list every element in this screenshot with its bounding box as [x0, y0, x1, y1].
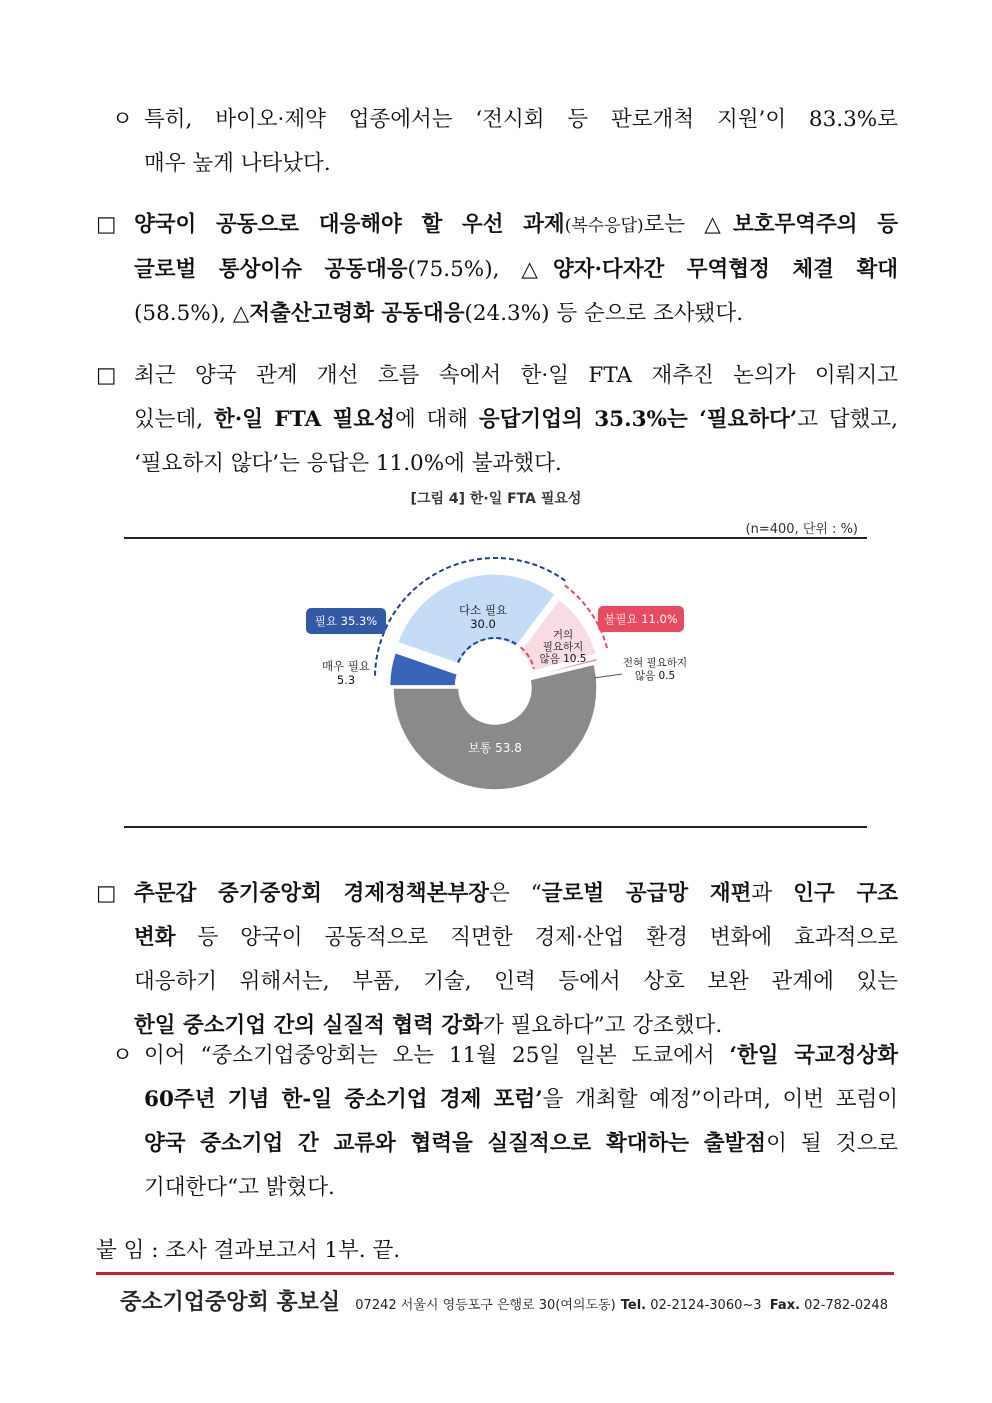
- square-marker: □: [96, 881, 117, 906]
- para2-bold: 글로벌 통상이슈 공동대응: [134, 257, 408, 282]
- para5-bold: ‘한일 국교정상화: [729, 1043, 898, 1068]
- paragraph-5: [112, 1034, 898, 1210]
- need-badge-text: 필요 35.3%: [314, 614, 378, 628]
- para2-bold: △보호무역주의 등: [704, 212, 899, 237]
- bullet-marker: ㅇ: [112, 107, 133, 132]
- para3-text: 있는데,: [134, 407, 214, 432]
- figure-top-rule: [124, 537, 867, 539]
- footer-org: 중소기업중앙회 홍보실: [120, 1290, 341, 1315]
- label-very-need: 매우 필요: [321, 659, 371, 673]
- para2-bold: △저출산고령화 공동대응: [232, 301, 465, 326]
- para5-text: 이어 “중소기업중앙회는 오는 11월 25일 일본 도쿄에서: [144, 1043, 730, 1068]
- para5-line4: 기대한다“고 밝혔다.: [144, 1175, 335, 1200]
- para2-text: 로는: [643, 212, 705, 237]
- label-normal: 보통 53.8: [468, 741, 522, 755]
- value-very-need: 5.3: [336, 673, 356, 687]
- fax-label: Fax.: [769, 1298, 801, 1313]
- label-little-need: 거의: [552, 629, 574, 641]
- square-marker: □: [96, 363, 117, 388]
- label-little-need: 필요하지: [542, 641, 584, 653]
- footer-accent-rule: [96, 1272, 894, 1275]
- paragraph-1: [112, 98, 898, 186]
- figure-bottom-rule: [124, 826, 867, 828]
- paragraph-2: [96, 203, 898, 336]
- para4-bold: 글로벌 공급망 재편: [541, 881, 752, 906]
- fta-need-donut-chart: [124, 540, 867, 825]
- para5-text: 이 될 것으로: [766, 1131, 899, 1156]
- figure-title: [그림 4] 한·일 FTA 필요성: [410, 491, 582, 507]
- para4-bold: 인구 구조: [793, 881, 899, 906]
- para3-bold: 응답기업의 35.3%는 ‘필요하다’: [478, 407, 798, 432]
- para5-bold: 60주년 기념 한-일 중소기업 경제 포럼’: [144, 1087, 543, 1112]
- para2-bold: △양자·다자간 무역협정 체결 확대: [521, 257, 898, 282]
- value-some-need: 30.0: [470, 617, 496, 631]
- para3-line3: ‘필요하지 않다’는 응답은 11.0%에 불과했다.: [134, 451, 562, 476]
- para3-text: 고 답했고,: [797, 407, 898, 432]
- para5-text: 을 개최할 예정”이라며, 이번 포럼이: [542, 1087, 898, 1112]
- tel-number: 02-2124-3060~3: [650, 1298, 762, 1313]
- label-some-need: 다소 필요: [458, 603, 508, 617]
- para2-bold: 양국이 공동으로 대응해야 할 우선 과제: [134, 212, 565, 237]
- para3-line1: 최근 양국 관계 개선 흐름 속에서 한·일 FTA 재추진 논의가 이뤄지고: [134, 363, 898, 388]
- value-no-need: 않음 0.5: [634, 670, 676, 682]
- para2-text: (24.3%) 등 순으로 조사됐다.: [464, 301, 744, 326]
- para1-line1: 특히, 바이오·제약 업종에서는 ‘전시회 등 판로개척 지원’이 83.3%로: [144, 107, 898, 132]
- square-marker: □: [96, 212, 117, 237]
- footer-address: 07242 서울시 영등포구 은행로 30(여의도동): [355, 1298, 616, 1313]
- paragraph-3: [96, 354, 898, 486]
- para4-text: 은 “: [488, 881, 542, 906]
- para2-text: (58.5%),: [134, 301, 233, 326]
- fax-number: 02-782-0248: [804, 1298, 888, 1313]
- para4-text: 과: [751, 881, 794, 906]
- label-no-need: 전혀 필요하지: [622, 657, 688, 669]
- para4-line3: 대응하기 위해서는, 부품, 기술, 인력 등에서 상호 보완 관계에 있는: [134, 969, 898, 994]
- para4-bold: 추문갑 중기중앙회 경제정책본부장: [134, 881, 489, 906]
- para2-note: (복수응답): [564, 216, 644, 236]
- noneed-badge-text: 불필요 11.0%: [604, 612, 678, 626]
- para3-bold: 한·일 FTA 필요성: [213, 407, 395, 432]
- para2-text: (75.5%),: [407, 257, 522, 282]
- tel-label: Tel.: [620, 1298, 647, 1313]
- value-little-need: 않음 10.5: [539, 653, 587, 665]
- no-need-leader-line: [594, 674, 622, 678]
- footer: [120, 1285, 888, 1316]
- para4-text: 가 필요하다”고 강조했다.: [482, 1013, 723, 1038]
- para5-bold: 양국 중소기업 간 교류와 협력을 실질적으로 확대하는 출발점: [144, 1131, 767, 1156]
- bullet-marker: ㅇ: [112, 1043, 133, 1068]
- para4-bold: 변화: [134, 925, 176, 950]
- attachment-note: 붙 임 : 조사 결과보고서 1부. 끝.: [96, 1238, 401, 1263]
- para1-line2: 매우 높게 나타났다.: [144, 151, 331, 176]
- para4-bold: 한일 중소기업 간의 실질적 협력 강화: [134, 1013, 483, 1038]
- figure-unit: (n=400, 단위 : %): [745, 522, 858, 537]
- para4-text: 등 양국이 공동적으로 직면한 경제·산업 환경 변화에 효과적으로: [175, 925, 898, 950]
- para3-text: 에 대해: [394, 407, 479, 432]
- paragraph-4: [96, 872, 898, 1048]
